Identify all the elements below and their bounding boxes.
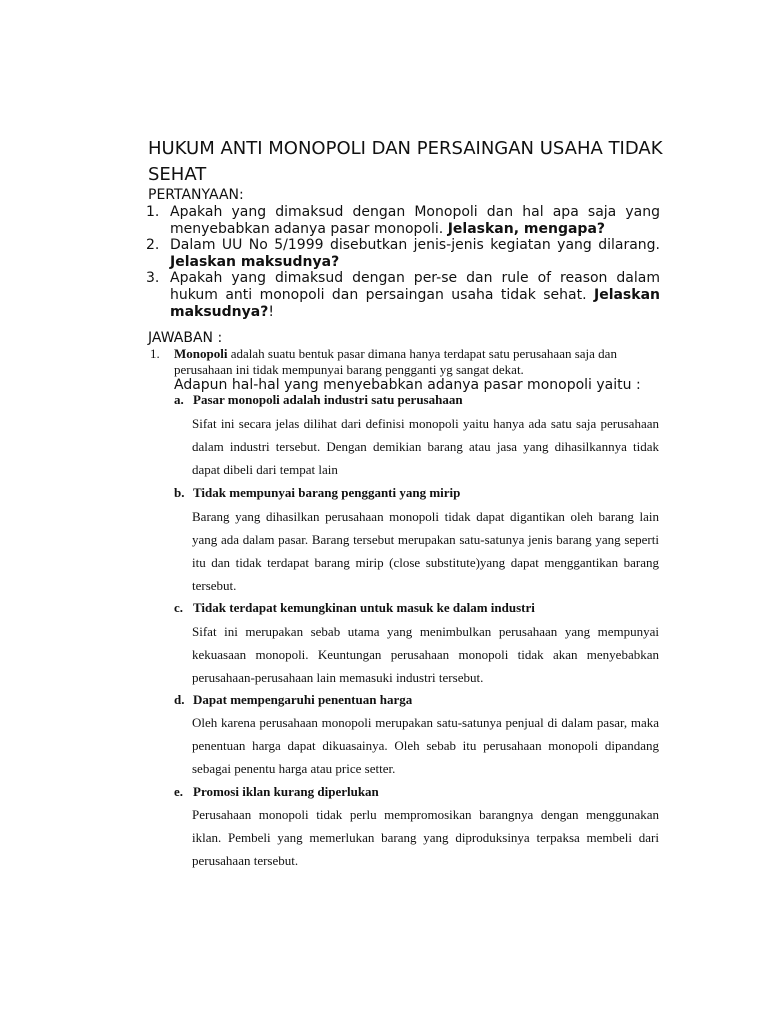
question-text: Apakah yang dimaksud dengan Monopoli dan hal apa saja yang menyebabkan adanya pasar monopoli. [170,204,660,237]
answer-term: Monopoli [174,346,228,361]
document-title: HUKUM ANTI MONOPOLI DAN PERSAINGAN USAHA TIDAK SEHAT [148,138,663,185]
subitem-title [174,692,412,708]
subitem-title [174,485,460,501]
question-number: 1. [146,204,160,220]
question-emphasis: Jelaskan maksudnya? [170,253,340,270]
answer-definition [174,346,664,378]
subitem-title [174,784,379,800]
question-item [146,204,660,237]
subitem-body: Sifat ini secara jelas dilihat dari definisi monopoli yaitu hanya ada satu saja perusahaan dalam industri tersebut. Dengan demikian barang atau jasa yang dihasilkannya tidak dapat dibeli dari tempat lain [192,416,659,477]
subitem-title [174,600,535,616]
subitem-title-text: Dapat mempengaruhi penentuan harga [193,692,413,707]
subitem-body: Perusahaan monopoli tidak perlu mempromosikan barangnya dengan menggunakan iklan. Pembeli yang memerlukan barang yang diproduksinya terpaksa membeli dari perusahaan tersebut. [192,807,659,868]
question-text: Apakah yang dimaksud dengan per-se dan rule of reason dalam hukum anti monopoli dan persaingan usaha tidak sehat. [170,270,660,303]
questions-list [146,204,660,320]
question-emphasis: Jelaskan, mengapa? [447,220,606,237]
subitem-body: Sifat ini merupakan sebab utama yang menimbulkan perusahaan yang mempunyai kekuasaan monopoli. Keuntungan perusahaan monopoli tidak akan menyebabkan perusahaan-perusahaan lain memasuki industri tersebut. [192,624,659,685]
subitem-title [174,392,463,408]
subitem-letter: e. [174,784,184,799]
answer-intro: Adapun hal-hal yang menyebabkan adanya pasar monopoli yaitu : [174,377,641,393]
questions-heading: PERTANYAAN: [148,187,244,203]
question-suffix: ! [268,303,274,320]
answer-definition-text: adalah suatu bentuk pasar dimana hanya terdapat satu perusahaan saja dan perusahaan ini tidak mempunyai barang pengganti yg sangat dekat. [174,346,617,377]
question-item [146,270,660,320]
question-number: 3. [146,270,160,287]
subitem-title-text: Tidak terdapat kemungkinan untuk masuk ke dalam industri [193,600,535,615]
subitem-title-text: Pasar monopoli adalah industri satu perusahaan [193,392,463,407]
subitem-letter: c. [174,600,184,615]
subitem-letter: a. [174,392,184,407]
subitem-title-text: Promosi iklan kurang diperlukan [193,784,379,799]
subitem-body: Oleh karena perusahaan monopoli merupakan satu-satunya penjual di dalam pasar, maka penentuan harga dapat dikuasainya. Oleh sebab itu perusahaan monopoli dipandang sebagai penentu harga atau price setter. [192,715,659,776]
question-emphasis: Jelaskan maksudnya? [170,286,660,320]
answer-number: 1. [150,346,160,361]
subitem-body: Barang yang dihasilkan perusahaan monopoli tidak dapat digantikan oleh barang lain yang ada dalam pasar. Barang tersebut merupakan satu-satunya jenis barang yang seperti itu dan tidak terdapat barang mirip (close substitute)yang dapat menggantikan barang tersebut. [192,509,659,593]
subitem-letter: b. [174,485,185,500]
subitem-letter: d. [174,692,185,707]
subitem-title-text: Tidak mempunyai barang pengganti yang mirip [193,485,461,500]
answers-heading: JAWABAN : [148,330,223,346]
question-item [146,237,660,270]
question-number: 2. [146,237,160,254]
question-text: Dalam UU No 5/1999 disebutkan jenis-jenis kegiatan yang dilarang. [170,237,660,254]
